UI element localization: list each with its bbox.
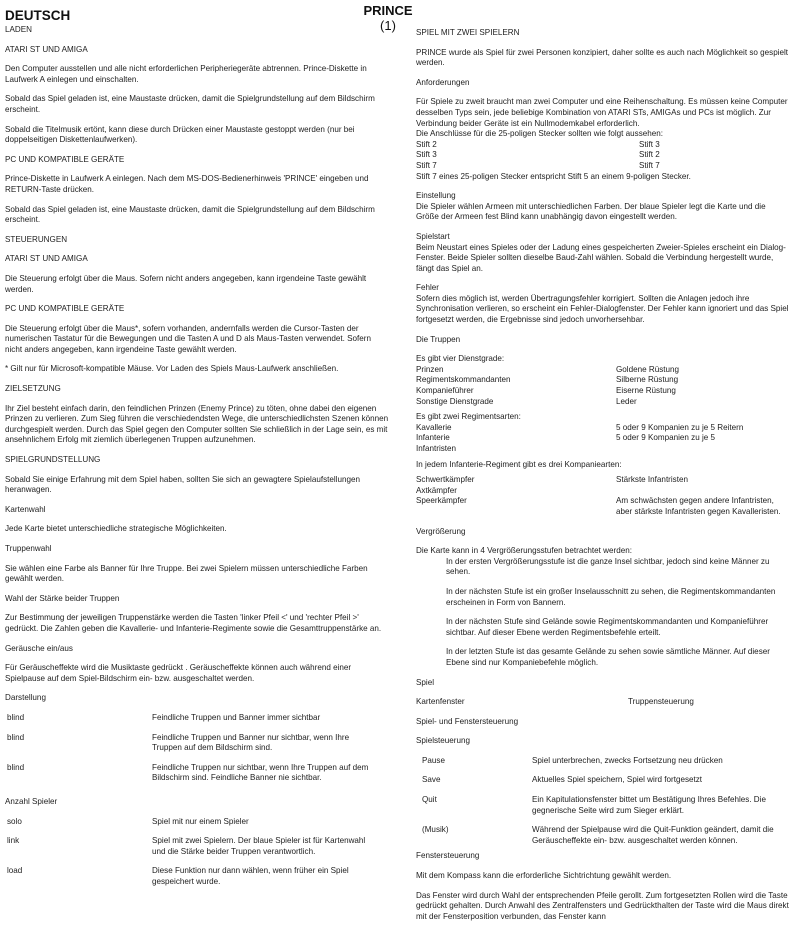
stift-paragraph: Stift 7 eines 25-poligen Stecker entspricht Stift 5 an einem 9-poligen Stecker.: [416, 171, 691, 181]
section-spielgrundstellung: SPIELGRUNDSTELLUNG: [5, 455, 101, 465]
control-row: [416, 825, 790, 846]
pc-paragraph-2: Sobald das Spiel geladen ist, eine Maustaste drücken, damit die Spielgrundstellung auf dem Bildschirm erscheint.: [5, 204, 375, 225]
kompanie-desc: Stärkste Infantristen: [616, 475, 688, 485]
rank-armor: Eiserne Rüstung: [616, 386, 676, 396]
rank-name: Regimentskommandanten: [416, 375, 511, 385]
pin-row: [416, 161, 790, 172]
kompanie-row: [416, 496, 790, 517]
darstellung-row: [5, 733, 390, 754]
zoom-level-1: In der ersten Vergrößerungsstufe ist die ganze Insel sichtbar, jedoch sind keine Männer zu sehen.: [446, 556, 770, 577]
spielstart-paragraph: Beim Neustart eines Spieles oder der Ladung eines gespeicherten Zweier-Spieles erscheint ein Dialog-Fenster. Beide Spieler sollten dieselbe Baud-Zahl wählen. Sobald die Verbindung hergestellt wurde, fängt das Spiel an.: [416, 242, 786, 273]
kartenwahl-paragraph: Jede Karte bietet unterschiedliche strategische Möglichkeiten.: [5, 524, 227, 534]
control-desc: Aktuelles Spiel speichern, Spiel wird fortgesetzt: [532, 775, 703, 785]
kompanie-type: Schwertkämpfer: [416, 475, 475, 485]
pin-a: Stift 2: [416, 139, 437, 149]
spielsteuerung-heading: Spielsteuerung: [416, 736, 470, 746]
pin-b: Stift 3: [639, 139, 660, 149]
rank-armor: Leder: [616, 396, 637, 406]
zoom-level-2: In der nächsten Stufe ist ein großer Inselausschnitt zu sehen, die Regimentskommandanten erscheinen in Form von Bannern.: [446, 586, 776, 607]
zoom-level-4: In der letzten Stufe ist das gesamte Gelände zu sehen sowie sämtliche Männer. Auf dieser Ebene sind nur Kompaniebefehle möglich.: [446, 647, 770, 667]
staerke-heading: Wahl der Stärke beider Truppen: [5, 593, 120, 603]
option-key: blind: [7, 732, 25, 742]
darstellung-row: [5, 763, 390, 784]
kompanie-desc: Am schwächsten gegen andere Infantristen, aber stärkste Infantristen gegen Kavalleristen.: [616, 496, 781, 516]
option-key: load: [7, 866, 23, 876]
st-pc-heading: PC UND KOMPATIBLE GERÄTE: [5, 304, 125, 314]
pin-a: Stift 3: [416, 150, 437, 160]
option-key: solo: [7, 816, 22, 826]
st-pc-paragraph: Die Steuerung erfolgt über die Maus*, sofern vorhanden, andernfalls werden die Cursor-Tasten der numerischen Tastatur für die Bewegungen und die Tasten A und D als Maus-Tasten verwendet. Sofern nicht anders angegeben, kann irgendeine Taste gewählt werden.: [5, 323, 371, 354]
regiment-row: [416, 423, 790, 434]
control-row: [416, 775, 790, 786]
anzahl-row: [5, 817, 390, 828]
rank-name: Prinzen: [416, 364, 444, 374]
vergroesserung-paragraph: Die Karte kann in 4 Vergrößerungsstufen betrachtet werden:: [416, 546, 632, 556]
truppen-heading: Die Truppen: [416, 334, 461, 344]
section-zwei-spieler: SPIEL MIT ZWEI SPIELERN: [416, 28, 520, 37]
spielstart-heading: Spielstart: [416, 231, 450, 241]
regiment-intro: Es gibt zwei Regimentsarten:: [416, 412, 521, 422]
regiment-size: 5 oder 9 Kompanien zu je 5: [616, 433, 715, 443]
atari-paragraph-3: Sobald die Titelmusik ertönt, kann diese durch Drücken einer Maustaste gestoppt werden (nur bei doppelseitigen Diskettenlaufwerken).: [5, 124, 355, 145]
kompanie-type: Axtkämpfer: [416, 485, 457, 495]
dienstgrade-intro: Es gibt vier Dienstgrade:: [416, 354, 505, 364]
option-desc: Diese Funktion nur dann wählen, wenn früher ein Spiel gespeichert wurde.: [152, 866, 349, 886]
regiment-size: 5 oder 9 Kompanien zu je 5 Reitern: [616, 422, 744, 432]
rank-armor: Silberne Rüstung: [616, 375, 679, 385]
control-desc: Ein Kapitulationsfenster bittet um Bestätigung Ihres Befehles. Die gegnerische Seite wird zum Sieger erklärt.: [532, 795, 766, 815]
zwei-spieler-paragraph: PRINCE wurde als Spiel für zwei Personen konzipiert, daher sollte es auch nach Möglichkeit so gespielt werden.: [416, 47, 789, 68]
control-desc: Spiel unterbrechen, zwecks Fortsetzung neu drücken: [532, 755, 723, 765]
anzahl-row: [5, 866, 390, 887]
anschluesse-paragraph: Die Anschlüsse für die 25-poligen Stecker sollten wie folgt aussehen:: [416, 129, 664, 139]
fenstersteuerung-heading: Fenstersteuerung: [416, 851, 480, 861]
grundstellung-paragraph: Sobald Sie einige Erfahrung mit dem Spiel haben, sollten Sie sich an gewagtere Spielaufstellungen heranwagen.: [5, 474, 361, 495]
pc-heading: PC UND KOMPATIBLE GERÄTE: [5, 154, 125, 164]
option-desc: Spiel mit nur einem Spieler: [152, 816, 249, 826]
right-column: [416, 28, 790, 922]
einstellung-heading: Einstellung: [416, 191, 456, 201]
rank-row: [416, 365, 790, 376]
rank-armor: Goldene Rüstung: [616, 364, 679, 374]
regiment-row: [416, 444, 790, 455]
pc-paragraph-1: Prince-Diskette in Laufwerk A einlegen. Nach dem MS-DOS-Bedienerhinweis 'PRINCE' eingeben und RETURN-Taste drücken.: [5, 174, 369, 194]
option-key: blind: [7, 712, 25, 722]
atari-heading: ATARI ST UND AMIGA: [5, 44, 88, 54]
option-key: link: [7, 836, 20, 846]
anforderungen-heading: Anforderungen: [416, 77, 470, 87]
spiel-heading: Spiel: [416, 677, 434, 687]
control-key: Save: [422, 775, 441, 785]
truppenwahl-heading: Truppenwahl: [5, 544, 52, 553]
window-labels-row: [416, 697, 790, 708]
option-desc: Feindliche Truppen nur sichtbar, wenn Ihre Truppen auf dem Bildschirm sind. Feindliche Banner nie sichtbar.: [152, 762, 369, 783]
fenster-paragraph-1: Mit dem Kompass kann die erforderliche Sichtrichtung gewählt werden.: [416, 871, 672, 881]
control-key: (Musik): [422, 825, 449, 835]
st-atari-heading: ATARI ST UND AMIGA: [5, 254, 88, 264]
control-row: [416, 795, 790, 816]
rank-row: [416, 397, 790, 408]
zielsetzung-paragraph: Ihr Ziel besteht einfach darin, den feindlichen Prinzen (Enemy Prince) zu töten, ohne dabei den eigenen Prinzen zu verlieren. Zum Sieg führen die verschiedendsten Wege, die unterschiedlichsten Szenen können durchgespielt werden. Durch das Spiel gegen den Computer sollten Sie schließlich in der Lage sein, es mit ansehnlichem Erfolg mit ziemlich überlegenen Truppen aufzunehmen.: [5, 403, 389, 445]
fenster-paragraph-2: Das Fenster wird durch Wahl der entsprechenden Pfeile gerollt. Zum fortgesetzten Rollen wird die Taste gedrückt gehalten. Durch Anwahl des Zentralfensters und Gedrückthalten der Taste wird die Maus direkt mit der Fensterposition verbunden, das Fenster kann: [416, 890, 789, 921]
rank-name: Kompanieführer: [416, 386, 474, 396]
atari-paragraph-2: Sobald das Spiel geladen ist, eine Maustaste drücken, damit die Spielgrundstellung auf dem Bildschirm erscheint.: [5, 94, 375, 114]
section-steuerungen: STEUERUNGEN: [5, 234, 68, 244]
geraeusche-heading: Geräusche ein/aus: [5, 643, 73, 653]
darstellung-heading: Darstellung: [5, 693, 46, 703]
rank-name: Sonstige Dienstgrade: [416, 396, 494, 406]
pin-row: [416, 140, 790, 151]
pin-row: [416, 150, 790, 161]
section-zielsetzung: ZIELSETZUNG: [5, 384, 61, 394]
kompanie-intro: In jedem Infanterie-Regiment gibt es drei Kompaniearten:: [416, 459, 622, 469]
fehler-heading: Fehler: [416, 283, 439, 293]
einstellung-paragraph: Die Spieler wählen Armeen mit unterschiedlichen Farben. Der blaue Spieler legt die Karte und die Größe der Armeen fest Blind kann unabhängig davon eingestellt werden.: [416, 201, 766, 222]
control-row: [416, 756, 790, 767]
pin-a: Stift 7: [416, 160, 437, 170]
truppenwahl-paragraph: Sie wählen eine Farbe als Banner für Ihre Truppe. Bei zwei Spielern müssen unterschiedliche Farben gewählt werden.: [5, 563, 368, 584]
pin-b: Stift 7: [639, 160, 660, 170]
kompanie-row: [416, 475, 790, 486]
kompanie-type: Speerkämpfer: [416, 496, 467, 506]
control-desc: Während der Spielpause wird die Quit-Funktion geändert, damit die Geräuscheffekte ein- bzw. ausgeschaltet werden können.: [532, 825, 774, 845]
language-heading: DEUTSCH: [5, 8, 71, 23]
darstellung-row: [5, 713, 390, 724]
geraeusche-paragraph: Für Geräuscheffekte wird die Musiktaste gedrückt . Geräuscheffekte können auch während einer Spielpause auf dem Spiel-Bildschirm ein- bzw. ausgeschaltet werden.: [5, 663, 352, 683]
regiment-row: [416, 433, 790, 444]
kompanie-row: [416, 486, 790, 497]
zoom-level-3: In der nächsten Stufe sind Gelände sowie Regimentskommandanten und Kompanieführer sichtbar. Auf dieser Ebene werden Regimentsbefehle erteilt.: [446, 617, 769, 637]
truppensteuerung-label: Truppensteuerung: [628, 697, 694, 707]
rank-row: [416, 375, 790, 386]
option-desc: Feindliche Truppen und Banner immer sichtbar: [152, 712, 321, 722]
anzahl-row: [5, 836, 390, 857]
kartenwahl-heading: Kartenwahl: [5, 504, 46, 514]
left-column: [5, 8, 390, 887]
section-laden: LADEN: [5, 25, 32, 34]
regiment-type: Infantristen: [416, 444, 457, 453]
rank-row: [416, 386, 790, 397]
st-atari-paragraph: Die Steuerung erfolgt über die Maus. Sofern nicht anders angegeben, kann irgendeine Taste gewählt werden.: [5, 273, 367, 294]
spiel-fenster-heading: Spiel- und Fenstersteuerung: [416, 716, 519, 726]
option-desc: Spiel mit zwei Spielern. Der blaue Spieler ist für Kartenwahl und die Stärke beider Truppen verantwortlich.: [152, 836, 366, 856]
pin-b: Stift 2: [639, 150, 660, 160]
regiment-type: Infanterie: [416, 433, 450, 443]
page-number: (1): [380, 18, 396, 33]
anforderungen-paragraph: Für Spiele zu zweit braucht man zwei Computer und eine Reihenschaltung. Es müssen keine Computer desselben Typs sein, jede beliebige Kombination von ATARI STs, AMIGAs und PCs ist möglich. Zur Verbindung beider Geräte ist ein Nullmodemkabel erforderlich.: [416, 97, 788, 128]
staerke-paragraph: Zur Bestimmung der jeweiligen Truppenstärke werden die Tasten 'linker Pfeil <' und 'rechter Pfeil >' gedrückt. Die Zahlen geben die Kavallerie- und Infanterie-Regimente sowie die Gesamttruppenstärke an.: [5, 613, 382, 633]
anzahl-heading: Anzahl Spieler: [5, 796, 58, 806]
kartenfenster-label: Kartenfenster: [416, 697, 465, 707]
title-text: PRINCE: [363, 3, 413, 18]
mouse-footnote: * Gilt nur für Microsoft-kompatible Mäuse. Vor Laden des Spiels Maus-Laufwerk anschließen.: [5, 364, 339, 374]
option-key: blind: [7, 762, 25, 772]
control-key: Quit: [422, 795, 437, 805]
option-desc: Feindliche Truppen und Banner nur sichtbar, wenn Ihre Truppen auf dem Bildschirm sind.: [152, 732, 350, 753]
control-key: Pause: [422, 755, 445, 765]
vergroesserung-heading: Vergrößerung: [416, 526, 466, 536]
regiment-type: Kavallerie: [416, 422, 452, 432]
fehler-paragraph: Sofern dies möglich ist, werden Übertragungsfehler korrigiert. Sollten die Anlagen jedoch ihre Synchronisation verlieren, so erscheint ein Fehler-Dialogfenster. Der Fehler kann ignoriert und das Spiel fortgesetzt werden, die Ergebnisse sind jedoch unvorhersehbar.: [416, 293, 789, 325]
atari-paragraph-1: Den Computer ausstellen und alle nicht erforderlichen Peripheriegeräte abtrennen. Prince-Diskette in Laufwerk A einlegen und einschalten.: [5, 64, 367, 84]
